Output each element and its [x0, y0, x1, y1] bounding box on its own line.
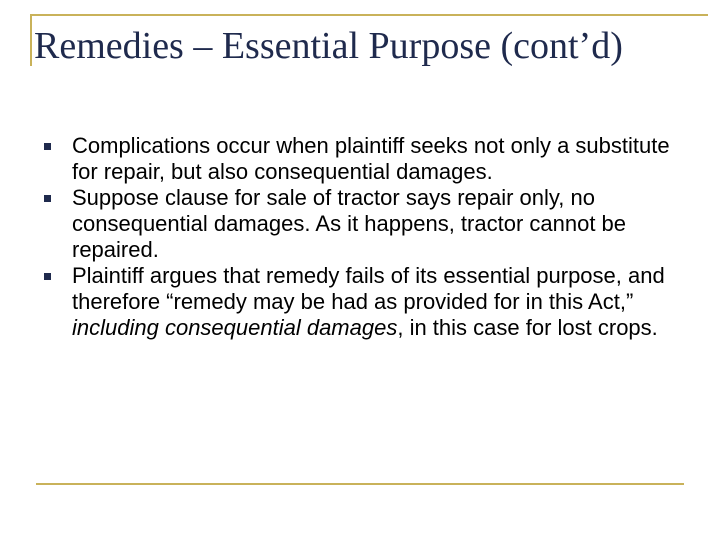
- bullet-text-italic: including consequential damages: [72, 315, 398, 340]
- bullet-item-2: [40, 185, 680, 263]
- slide-title: Remedies – Essential Purpose (cont’d): [34, 25, 623, 67]
- title-top-rule: [30, 14, 708, 16]
- bottom-rule: [36, 483, 684, 485]
- square-bullet-icon: [44, 195, 51, 202]
- bullet-text: Suppose clause for sale of tractor says repair only, no consequential damages. As it happens, tractor cannot be repaired.: [72, 185, 627, 262]
- bullet-list: [40, 133, 680, 341]
- bullet-item-3: [40, 263, 680, 341]
- square-bullet-icon: [44, 143, 51, 150]
- title-left-rule: [30, 14, 32, 66]
- square-bullet-icon: [44, 273, 51, 280]
- bullet-text-after: , in this case for lost crops.: [397, 315, 658, 340]
- bullet-text-before: Plaintiff argues that remedy fails of its essential purpose, and therefore “remedy may be had as provided for in this Act,”: [72, 263, 665, 314]
- bullet-text: Complications occur when plaintiff seeks not only a substitute for repair, but also consequential damages.: [72, 133, 670, 184]
- bullet-item-1: [40, 133, 680, 185]
